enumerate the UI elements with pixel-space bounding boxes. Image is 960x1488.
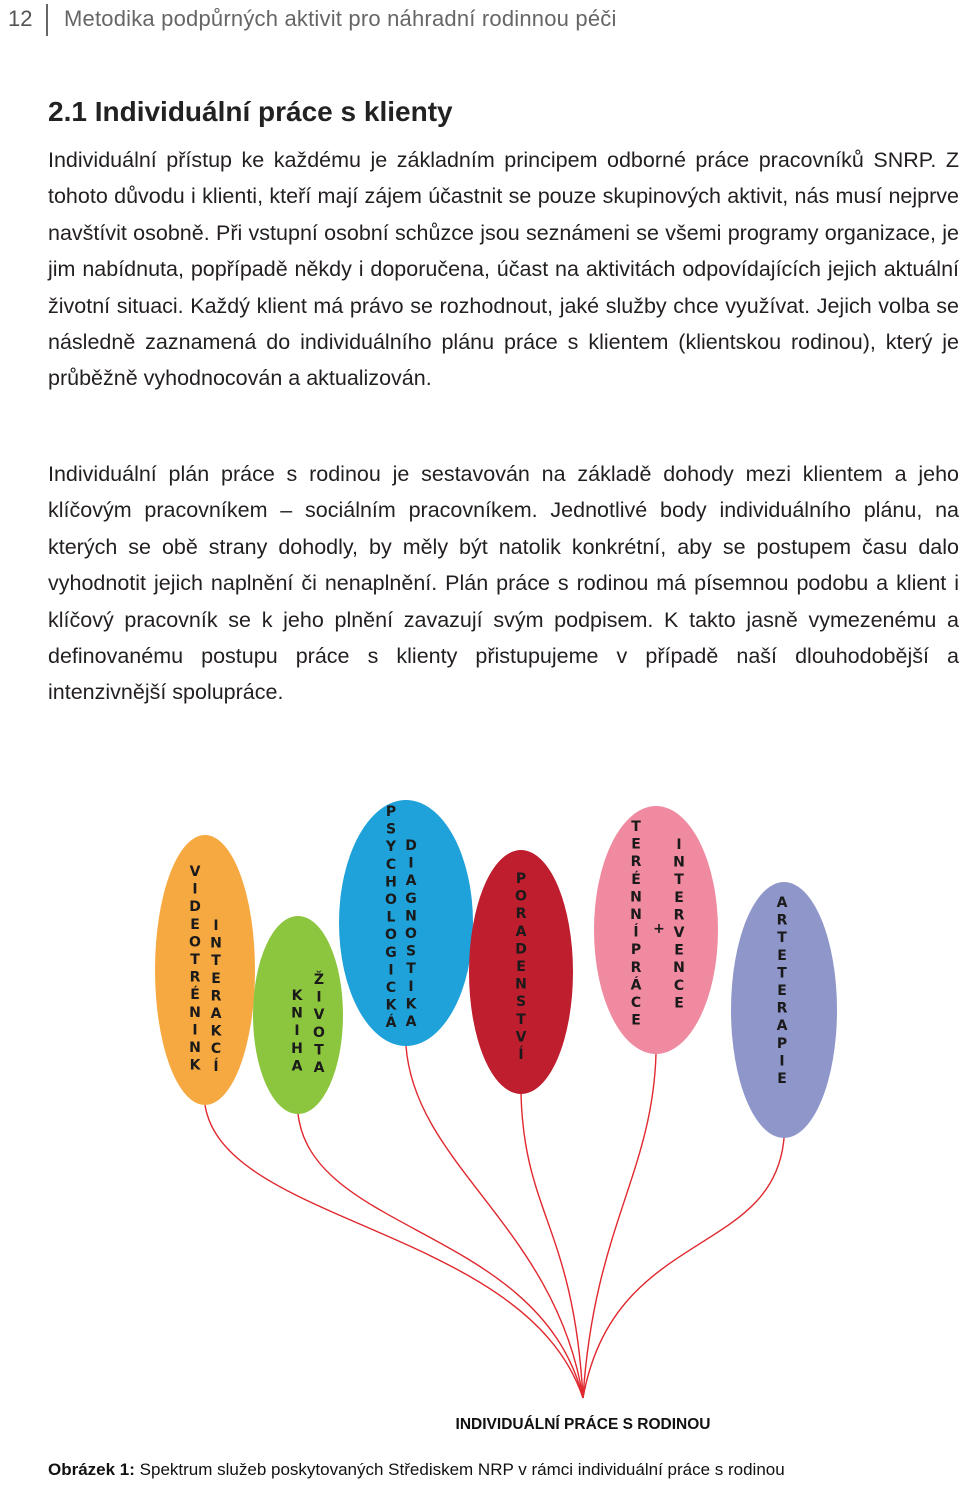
balloon-string-teren <box>583 1054 656 1398</box>
balloon-video <box>155 835 255 1105</box>
balloon-label-arte-0: A R T E T E R A P I E <box>776 895 788 1087</box>
balloon-label-psych-1: D I A G N O S T I K A <box>405 838 417 1030</box>
balloon-label-video-1: I N T E R A K C Í <box>210 918 222 1075</box>
section-heading: 2.1 Individuální práce s klienty <box>48 96 453 127</box>
paragraph-2: Individuální plán práce s rodinou je sestavován na základě dohody mezi klientem a jeho klíčovým pracovníkem – sociálním pracovníkem. Jednotlivé body individuálního plánu, na kterých se obě strany dohodly, by měly být natolik konkrétní, aby se postupem času dalo vyhodnotit jejich naplnění či nenaplnění. Plán práce s rodinou má písemnou podobu a klient i klíčový pracovník se k jeho plnění zavazují svým podpisem. K takto jasně vymezenému a definovanému postupu práce s klienty přistupujeme v případě naší dlouhodobější a intenzivnější spolupráce. <box>48 462 959 705</box>
balloon-label-kniha-0: K N I H A <box>291 988 303 1075</box>
root-label: INDIVIDUÁLNÍ PRÁCE S RODINOU <box>455 1416 711 1433</box>
balloon-label-kniha-1: Ž I V O T A <box>313 972 325 1076</box>
header-divider <box>46 4 48 36</box>
figure-caption <box>48 1460 785 1480</box>
caption-label: Obrázek 1: <box>48 1460 135 1479</box>
balloon-string-kniha <box>298 1114 583 1398</box>
caption-text: Spektrum služeb poskytovaných Střediskem NRP v rámci individuální práce s rodinou <box>139 1460 785 1479</box>
balloon-label-porad-0: P O R A D E N S T V Í <box>515 871 527 1063</box>
balloon-label-teren-0: T E R É N N Í P R Á C E <box>630 819 642 1029</box>
balloon-label-video-0: V I D E O T R É N I N K <box>189 864 201 1074</box>
paragraph-1: Individuální přístup ke každému je základním principem odborné práce pracovníků SNRP. Z tohoto důvodu i klienti, kteří mají zájem účastnit se pouze skupinových aktivit, nás musí nejprve navštívit osobně. Při vstupní osobní schůzce jsou seznámeni se všemi programy organizace, je jim nabídnuta, popřípadě někdy i doporučena, účast na aktivitách odpovídajících jejich aktuální životní situaci. Každý klient má právo se rozhodnout, jaké služby chce využívat. Jejich volba se následně zaznamená do individuálního plánu práce s klientem (klientskou rodinou), který je průběžně vyhodnocován a aktualizován. <box>48 148 959 391</box>
balloon-figure <box>0 770 960 1450</box>
page-number: 12 <box>8 6 33 31</box>
balloon-string-psych <box>406 1046 583 1398</box>
balloon-shapes <box>155 800 837 1138</box>
balloon-label-teren-2: I N T E R V E N C E <box>673 837 685 1012</box>
balloon-label-teren-1: + <box>653 921 665 937</box>
page-header <box>0 0 960 40</box>
running-title: Metodika podpůrných aktivit pro náhradní rodinnou péči <box>64 6 617 31</box>
balloon-string-arte <box>583 1138 784 1398</box>
balloon-diagram <box>0 770 960 1450</box>
balloon-label-psych-0: P S Y C H O L O G I C K Á <box>385 804 397 1032</box>
balloon-string-porad <box>521 1094 583 1398</box>
